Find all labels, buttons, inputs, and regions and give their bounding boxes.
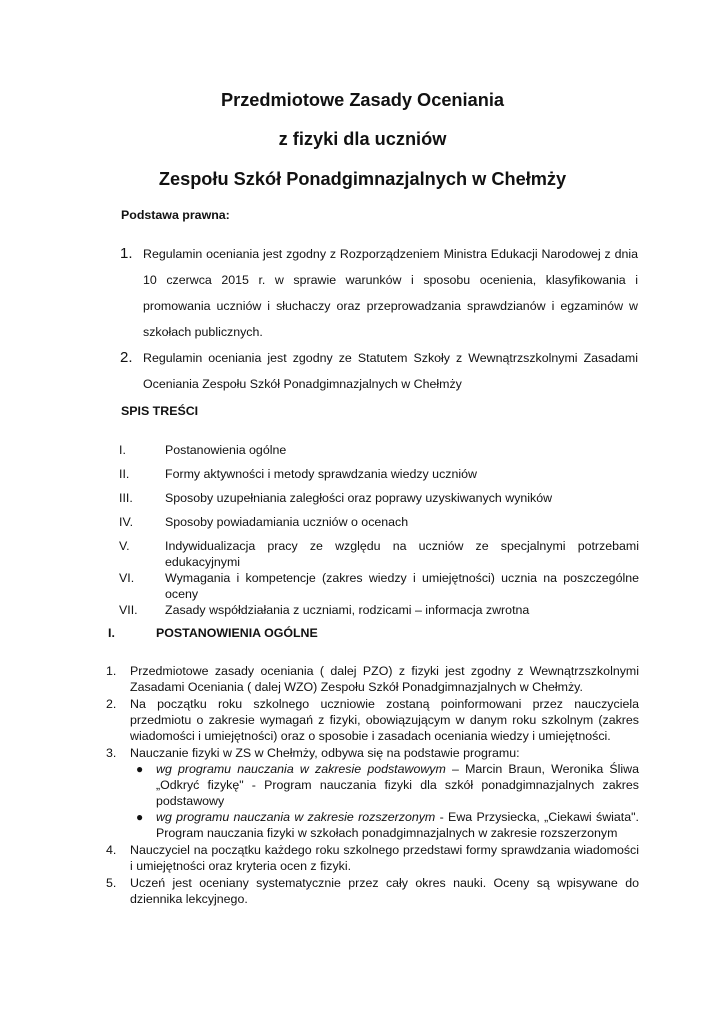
program-details: - Ewa Przysiecka, „Ciekawi świata". Program nauczania fizyki w szkołach ponadgimnazjalnych w zakresie rozszerzonym (156, 810, 639, 840)
toc-item (119, 466, 639, 482)
toc-item (119, 514, 639, 530)
legal-basis-item (118, 241, 638, 345)
toc-item (119, 602, 639, 618)
legal-basis-item (118, 345, 638, 397)
toc-text: Wymagania i kompetencje (zakres wiedzy i umiejętności) ucznia na poszczególne oceny (165, 571, 639, 601)
provision-item (106, 842, 639, 874)
item-text: Regulamin oceniania jest zgodny z Rozporządzeniem Ministra Edukacji Narodowej z dnia 10 czerwca 2015 r. w sprawie warunków i sposobu ocenienia, klasyfikowania i promowania uczniów i słuchaczy oraz przeprowadzania sprawdzianów i egzaminów w szkołach publicznych. (143, 247, 638, 339)
section-number: I. (108, 626, 115, 640)
program-scope: wg programu nauczania w zakresie podstawowym (156, 762, 446, 776)
general-provisions-list (106, 663, 639, 907)
toc-text: Postanowienia ogólne (165, 443, 287, 457)
document-subtitle: z fizyki dla uczniów (278, 129, 447, 149)
provision-item (106, 875, 639, 907)
bullet-icon: ● (136, 810, 144, 824)
toc-text: Zasady współdziałania z uczniami, rodzicami – informacja zwrotna (165, 603, 530, 617)
toc-item (119, 538, 639, 570)
toc-number: III. (119, 491, 133, 505)
item-number: 3. (106, 746, 117, 760)
toc-item (119, 442, 639, 458)
item-text: Przedmiotowe zasady oceniania ( dalej PZO) z fizyki jest zgodny z Wewnątrzszkolnymi Zasadami Oceniania ( dalej WZO) Zespołu Szkół Ponadgimnazjalnych w Chełmży. (130, 664, 639, 694)
toc-text: Indywidualizacja pracy ze względu na uczniów ze specjalnymi potrzebami edukacyjnymi (165, 539, 639, 569)
item-text: Uczeń jest oceniany systematycznie przez cały okres nauki. Oceny są wpisywane do dziennika lekcyjnego. (130, 876, 639, 906)
item-number: 4. (106, 843, 117, 857)
toc-item (119, 490, 639, 506)
toc-number: V. (119, 539, 130, 553)
toc-text: Sposoby powiadamiania uczniów o ocenach (165, 515, 409, 529)
toc-number: II. (119, 467, 130, 481)
item-number: 1. (106, 664, 117, 678)
table-of-contents (119, 442, 639, 618)
legal-basis-list (118, 241, 638, 397)
toc-number: VII. (119, 603, 138, 617)
section-title: POSTANOWIENIA OGÓLNE (156, 626, 318, 640)
program-item (130, 809, 639, 841)
item-text: Regulamin oceniania jest zgodny ze Statutem Szkoły z Wewnątrzszkolnymi Zasadami Oceniania Zespołu Szkół Ponadgimnazjalnych w Chełmży (143, 351, 638, 391)
program-item (130, 761, 639, 809)
school-name: Zespołu Szkół Ponadgimnazjalnych w Chełmży (158, 169, 567, 189)
toc-number: I. (119, 443, 126, 457)
program-details: – Marcin Braun, Weronika Śliwa „Odkryć fizykę" - Program nauczania fizyki dla szkół ponadgimnazjalnych zakres podstawowy (156, 762, 639, 808)
item-number: 5. (106, 876, 117, 890)
legal-basis-label: Podstawa prawna: (121, 208, 230, 222)
toc-text: Sposoby uzupełniania zaległości oraz poprawy uzyskiwanych wyników (165, 491, 553, 505)
toc-number: VI. (119, 571, 135, 585)
toc-item (119, 570, 639, 602)
toc-text: Formy aktywności i metody sprawdzania wiedzy uczniów (165, 467, 477, 481)
program-list (130, 761, 639, 841)
toc-number: IV. (119, 515, 134, 529)
item-text: Nauczyciel na początku każdego roku szkolnego przedstawi formy sprawdzania wiadomości i umiejętności oraz kryteria ocen z fizyki. (130, 843, 639, 873)
provision-item (106, 663, 639, 695)
item-number: 1. (120, 245, 133, 262)
item-text: Na początku roku szkolnego uczniowie zostaną poinformowani przez nauczyciela przedmiotu o zakresie wymagań z fizyki, obowiązującym w danym roku szkolnym (zakres wiadomości i umiejętności) oraz o sposobie i zasadach oceniania wiedzy i umiejętności. (130, 697, 639, 743)
section-heading (108, 626, 318, 640)
provision-item (106, 696, 639, 744)
toc-label: SPIS TREŚCI (121, 404, 199, 418)
document-title: Przedmiotowe Zasady Oceniania (220, 90, 504, 110)
item-number: 2. (106, 697, 117, 711)
provision-item (106, 745, 639, 841)
item-text: Nauczanie fizyki w ZS w Chełmży, odbywa się na podstawie programu: (130, 746, 520, 760)
item-number: 2. (120, 349, 133, 366)
bullet-icon: ● (136, 762, 144, 776)
program-scope: wg programu nauczania w zakresie rozszerzonym (156, 810, 436, 824)
